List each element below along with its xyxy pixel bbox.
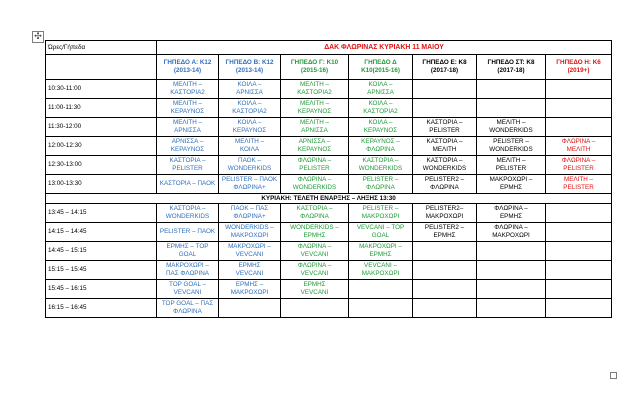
corner-header: Ώρες/Γήπεδα (46, 41, 157, 55)
match-line: PELISTER (563, 184, 594, 191)
time-slot-row (46, 80, 612, 99)
ceremony-break-row: ΚΥΡΙΑΚΗ: ΤΕΛΕΤΗ ΕΝΑΡΞΗΣ – ΛΗΞΗΣ 13:30 (46, 194, 612, 204)
column-header-age-group: (2017-18) (430, 67, 459, 74)
match-cell (349, 261, 413, 280)
time-slot-label: 15:15 – 15:45 (46, 261, 157, 280)
column-header-field: ΓΗΠΕΔΟ Α: Κ12 (163, 59, 212, 66)
match-line: ΑΡΝΙΣΣΑ – ΚΕΡΑΥΝΟΣ (297, 138, 332, 153)
match-cell (546, 99, 612, 118)
match-cell (546, 204, 612, 223)
match-cell (349, 242, 413, 261)
column-header-field: ΓΗΠΕΔΟ ΣΤ: Κ8 (487, 59, 535, 66)
match-line: ΚΕΡΑΥΝΟΣ (297, 108, 332, 115)
match-cell (546, 242, 612, 261)
match-cell (546, 280, 612, 299)
match-line: ΦΛΩΡΙΝΑ – (297, 157, 332, 164)
match-line: ΜΑΚΡΟΧΩΡΙ (425, 213, 464, 220)
match-line: PELISTER – (362, 205, 399, 212)
column-header (281, 55, 349, 80)
match-cell (477, 80, 546, 99)
match-cell (349, 156, 413, 175)
match-cell (157, 99, 219, 118)
time-slot-row (46, 242, 612, 261)
time-slot-row (46, 223, 612, 242)
match-cell (157, 156, 219, 175)
match-line: ΕΡΜΗΣ (369, 251, 392, 258)
match-cell (413, 137, 477, 156)
match-line: VEVCANI (300, 270, 329, 277)
match-cell (413, 204, 477, 223)
match-cell (157, 118, 219, 137)
match-line: ΕΡΜΗΣ – (235, 281, 264, 288)
match-cell (281, 299, 349, 318)
match-cell (219, 280, 281, 299)
time-slot-label: 15:45 – 16:15 (46, 280, 157, 299)
match-cell (219, 99, 281, 118)
match-cell (157, 261, 219, 280)
match-line: VEVCANI (235, 251, 264, 258)
match-line: PELISTER2 – (424, 176, 465, 183)
time-slot-row (46, 118, 612, 137)
match-cell (477, 175, 546, 194)
match-line: ΚΑΣΤΟΡΙΑ2 (297, 89, 332, 96)
match-cell (413, 223, 477, 242)
match-line: ΚΑΣΤΟΡΙΑ2 (232, 108, 267, 115)
time-slot-label: 12:00-12:30 (46, 137, 157, 156)
match-line: ΑΡΝΙΣΣΑ (301, 127, 328, 134)
match-line: ΦΛΩΡΙΝΑ+ (233, 184, 266, 191)
column-header (157, 55, 219, 80)
match-cell (413, 80, 477, 99)
match-line: VEVCANI (173, 289, 202, 296)
match-line: ΚΟΙΛΑ – (237, 81, 262, 88)
match-line: WONDERKIDS – (290, 224, 339, 231)
match-cell (546, 175, 612, 194)
match-line: ΜΕΛΙΤΗ – (172, 119, 203, 126)
match-line: ΜΑΚΡΟΧΩΡΙ – (228, 243, 271, 250)
match-cell (349, 223, 413, 242)
match-line: ΦΛΩΡΙΝΑ – (494, 205, 528, 212)
match-line: VEVCANI – TOP (356, 224, 405, 231)
match-cell (157, 280, 219, 299)
match-line: ΚΟΙΛΑ – (237, 119, 262, 126)
match-cell (281, 137, 349, 156)
match-cell (349, 204, 413, 223)
match-line: ΚΕΡΑΥΝΟΣ (363, 127, 398, 134)
match-cell (546, 261, 612, 280)
match-cell (477, 299, 546, 318)
match-cell (219, 175, 281, 194)
match-cell (477, 204, 546, 223)
match-cell (281, 118, 349, 137)
match-cell (413, 299, 477, 318)
match-cell (477, 156, 546, 175)
time-slot-label: 16:15 – 16:45 (46, 299, 157, 318)
time-slot-row (46, 99, 612, 118)
match-line: VEVCANI (235, 270, 264, 277)
match-line: GOAL (371, 232, 390, 239)
column-header-field: ΓΗΠΕΔΟ Δ (364, 59, 397, 66)
match-line: ΚΑΣΤΟΡΙΑ – (426, 157, 463, 164)
match-line: ΜΑΚΡΟΧΩΡΙ (230, 289, 269, 296)
match-line: ΚΟΙΛΑ – (237, 100, 262, 107)
match-line: ΑΡΝΙΣΣΑ (174, 127, 201, 134)
match-line: ΦΛΩΡΙΝΑ (430, 184, 459, 191)
match-line: VEVCANI (300, 289, 329, 296)
time-slot-row (46, 204, 612, 223)
match-line: ΕΡΜΗΣ (499, 184, 523, 191)
match-line: ΦΛΩΡΙΝΑ (366, 184, 395, 191)
match-cell (349, 137, 413, 156)
empty-header-cell (46, 55, 157, 80)
column-header-age-group: (2019+) (567, 67, 590, 74)
match-line: PELISTER (172, 165, 203, 172)
match-cell (281, 80, 349, 99)
match-line: ΜΑΚΡΟΧΩΡΙ (361, 270, 400, 277)
match-cell (157, 137, 219, 156)
match-line: ΑΡΝΙΣΣΑ – (171, 138, 204, 145)
match-line: ΠΑΟΚ – ΠΑΣ (230, 205, 269, 212)
match-cell (157, 175, 219, 194)
match-cell (219, 242, 281, 261)
match-line: VEVCANI (300, 251, 329, 258)
match-line: GOAL (178, 251, 197, 258)
match-line: VEVCANI – (364, 262, 397, 269)
column-header-age-group: (2013-14) (235, 67, 264, 74)
match-line: ΑΡΝΙΣΣΑ (367, 89, 394, 96)
match-cell (349, 299, 413, 318)
match-cell (413, 99, 477, 118)
match-cell (219, 204, 281, 223)
match-line: PELISTER (429, 127, 460, 134)
match-cell (219, 118, 281, 137)
match-line: PELISTER2 – (424, 224, 465, 231)
match-line: ΜΕΛΙΤΗ – (299, 100, 330, 107)
match-line: ΜΕΛΙΤΗ – (234, 138, 265, 145)
column-header-age-group: (2015-16) (300, 67, 329, 74)
column-header-field: ΓΗΠΕΔΟ Η: Κ6 (556, 59, 601, 66)
column-header-age-group: Κ10(2015-16) (361, 67, 400, 74)
match-line: ΠΑΣ ΦΛΩΡΙΝΑ (165, 270, 210, 277)
column-header (349, 55, 413, 80)
match-cell (546, 118, 612, 137)
match-line: PELISTER2– (425, 205, 464, 212)
match-line: ΚΑΣΤΟΡΙΑ – (426, 119, 463, 126)
match-line: ΦΛΩΡΙΝΑ (173, 308, 202, 315)
time-slot-row (46, 261, 612, 280)
match-cell (281, 204, 349, 223)
match-cell (477, 137, 546, 156)
match-line: ΕΡΜΗΣ (238, 262, 261, 269)
match-line: ΚΕΡΑΥΝΟΣ (232, 127, 267, 134)
column-header-age-group: (2013-14) (173, 67, 202, 74)
match-cell (477, 242, 546, 261)
match-cell (219, 156, 281, 175)
match-cell (546, 137, 612, 156)
match-cell (219, 137, 281, 156)
match-line: ΜΑΚΡΟΧΩΡΙ – (359, 243, 402, 250)
match-cell (477, 118, 546, 137)
column-header-age-group: (2017-18) (497, 67, 525, 74)
match-line: WONDERKIDS (292, 184, 337, 191)
match-line: ΜΕΛΙΤΗ – (496, 119, 526, 126)
match-line: ΦΛΩΡΙΝΑ – (561, 157, 596, 164)
match-cell (413, 156, 477, 175)
match-line: ΦΛΩΡΙΝΑ – (494, 224, 528, 231)
match-cell (281, 261, 349, 280)
match-cell (157, 223, 219, 242)
match-line: ΦΛΩΡΙΝΑ – (297, 262, 332, 269)
time-slot-label: 14:15 – 14:45 (46, 223, 157, 242)
match-line: PELISTER – ΠΑΟΚ (159, 228, 216, 235)
match-cell (219, 223, 281, 242)
match-line: ΑΡΝΙΣΣΑ (236, 89, 263, 96)
match-line: ΚΟΙΛΑ – (368, 119, 393, 126)
match-cell (281, 280, 349, 299)
match-line: PELISTER (299, 165, 330, 172)
match-line: ΕΡΜΗΣ (499, 213, 523, 220)
match-cell (157, 204, 219, 223)
match-line: ΕΡΜΗΣ – TOP (166, 243, 209, 250)
match-line: PELISTER (563, 165, 594, 172)
match-line: ΜΑΚΡΟΧΩΡΙ – (489, 176, 533, 183)
match-line: TOP GOAL – ΠΑΣ (161, 300, 214, 307)
match-line: ΜΕΛΙΤΗ – (299, 119, 330, 126)
match-cell (281, 223, 349, 242)
match-line: PELISTER (495, 165, 527, 172)
match-line: PELISTER – (362, 176, 399, 183)
match-line: ΚΑΣΤΟΡΙΑ – (296, 205, 333, 212)
match-cell (349, 99, 413, 118)
match-cell (281, 242, 349, 261)
time-slot-row (46, 299, 612, 318)
match-line: WONDERKIDS (422, 165, 467, 172)
time-slot-row (46, 175, 612, 194)
match-line: ΜΕΛΙΤΗ – (564, 176, 594, 183)
match-line: TOP GOAL – (169, 281, 206, 288)
match-cell (477, 223, 546, 242)
match-cell (157, 242, 219, 261)
match-line: ΜΑΚΡΟΧΩΡΙ (230, 232, 269, 239)
time-slot-label: 13:00-13:30 (46, 175, 157, 194)
match-cell (219, 80, 281, 99)
match-cell (281, 99, 349, 118)
time-slot-label: 13:45 – 14:15 (46, 204, 157, 223)
time-slot-label: 11:30-12:00 (46, 118, 157, 137)
match-line: PELISTER – (493, 138, 529, 145)
table-move-handle-icon[interactable]: ✣ (32, 31, 44, 43)
match-cell (349, 80, 413, 99)
match-line: ΜΑΚΡΟΧΩΡΙ (492, 232, 530, 239)
match-line: ΦΛΩΡΙΝΑ – (297, 243, 332, 250)
match-line: ΕΡΜΗΣ (433, 232, 456, 239)
match-line: ΚΕΡΑΥΝΟΣ (170, 108, 205, 115)
match-line: ΜΑΚΡΟΧΩΡΙ (361, 213, 400, 220)
time-slot-label: 12:30-13:00 (46, 156, 157, 175)
match-line: ΚΑΣΤΟΡΙΑ2 (170, 89, 205, 96)
column-header (219, 55, 281, 80)
time-slot-row (46, 156, 612, 175)
match-line: ΜΕΛΙΤΗ – (172, 81, 203, 88)
match-cell (413, 118, 477, 137)
match-line: ΕΡΜΗΣ (303, 232, 326, 239)
match-cell (477, 99, 546, 118)
column-header-field: ΓΗΠΕΔΟ Ε: Κ8 (422, 59, 467, 66)
match-cell (413, 261, 477, 280)
match-line: ΦΛΩΡΙΝΑ – (561, 138, 596, 145)
match-cell (219, 299, 281, 318)
column-header (546, 55, 612, 80)
time-slot-label: 10:30-11:00 (46, 80, 157, 99)
match-line: ΜΕΛΙΤΗ – (299, 81, 330, 88)
match-line: ΚΟΙΛΑ (239, 146, 260, 153)
match-cell (349, 118, 413, 137)
time-slot-row (46, 137, 612, 156)
match-line: WONDERKIDS (227, 165, 272, 172)
match-line: ΜΕΛΙΤΗ (566, 146, 591, 153)
match-cell (413, 242, 477, 261)
column-header (477, 55, 546, 80)
match-cell (281, 156, 349, 175)
time-slot-row (46, 280, 612, 299)
match-line: WONDERKIDS (358, 165, 403, 172)
match-line: WONDERKIDS (165, 213, 210, 220)
match-cell (281, 175, 349, 194)
match-line: WONDERKIDS (489, 146, 533, 153)
match-cell (477, 280, 546, 299)
title-banner: ΔΑΚ ΦΛΩΡΙΝΑΣ ΚΥΡΙΑΚΗ 11 ΜΑΙΟΥ (157, 41, 612, 55)
match-cell (546, 80, 612, 99)
column-header-field: ΓΗΠΕΔΟ Β: Κ12 (225, 59, 274, 66)
match-line: ΦΛΩΡΙΝΑ – (297, 176, 332, 183)
match-line: ΕΡΜΗΣ (303, 281, 326, 288)
match-line: ΦΛΩΡΙΝΑ (366, 146, 395, 153)
table-resize-handle-icon[interactable] (610, 372, 617, 379)
match-line: ΜΑΚΡΟΧΩΡΙ – (166, 262, 209, 269)
match-cell (413, 280, 477, 299)
match-line: PELISTER – ΠΑΟΚ (221, 176, 278, 183)
match-line: ΜΕΛΙΤΗ – (496, 157, 526, 164)
match-line: ΚΕΡΑΥΝΟΣ (170, 146, 205, 153)
time-slot-label: 11:00-11:30 (46, 99, 157, 118)
match-line: ΚΑΣΤΟΡΙΑ2 (363, 108, 398, 115)
time-slot-label: 14:45 – 15:15 (46, 242, 157, 261)
match-cell (546, 156, 612, 175)
match-line: ΜΕΛΙΤΗ (432, 146, 457, 153)
schedule-table (45, 40, 612, 318)
match-cell (477, 261, 546, 280)
match-line: ΦΛΩΡΙΝΑ+ (233, 213, 266, 220)
match-line: ΚΑΣΤΟΡΙΑ – (426, 138, 463, 145)
match-line: ΚΑΣΤΟΡΙΑ – (169, 157, 206, 164)
match-line: ΚΟΙΛΑ – (368, 100, 393, 107)
match-cell (157, 80, 219, 99)
match-line: ΚΟΙΛΑ – (368, 81, 393, 88)
match-line: ΚΑΣΤΟΡΙΑ – (169, 205, 206, 212)
match-line: ΠΑΟΚ – (238, 157, 261, 164)
column-header-field: ΓΗΠΕΔΟ Γ: Κ10 (290, 59, 339, 66)
match-cell (157, 299, 219, 318)
match-line: WONDERKIDS – (225, 224, 274, 231)
match-cell (349, 175, 413, 194)
match-line: ΚΕΡΑΥΝΟΣ – (361, 138, 400, 145)
match-cell (349, 280, 413, 299)
match-cell (546, 299, 612, 318)
column-header (413, 55, 477, 80)
match-line: ΦΛΩΡΙΝΑ (300, 213, 329, 220)
match-line: WONDERKIDS (489, 127, 533, 134)
match-line: ΚΑΣΤΟΡΙΑ – (362, 157, 399, 164)
match-cell (219, 261, 281, 280)
match-line: ΜΕΛΙΤΗ – (172, 100, 203, 107)
match-line: ΚΑΣΤΟΡΙΑ – ΠΑΟΚ (159, 180, 216, 187)
match-cell (546, 223, 612, 242)
match-cell (413, 175, 477, 194)
